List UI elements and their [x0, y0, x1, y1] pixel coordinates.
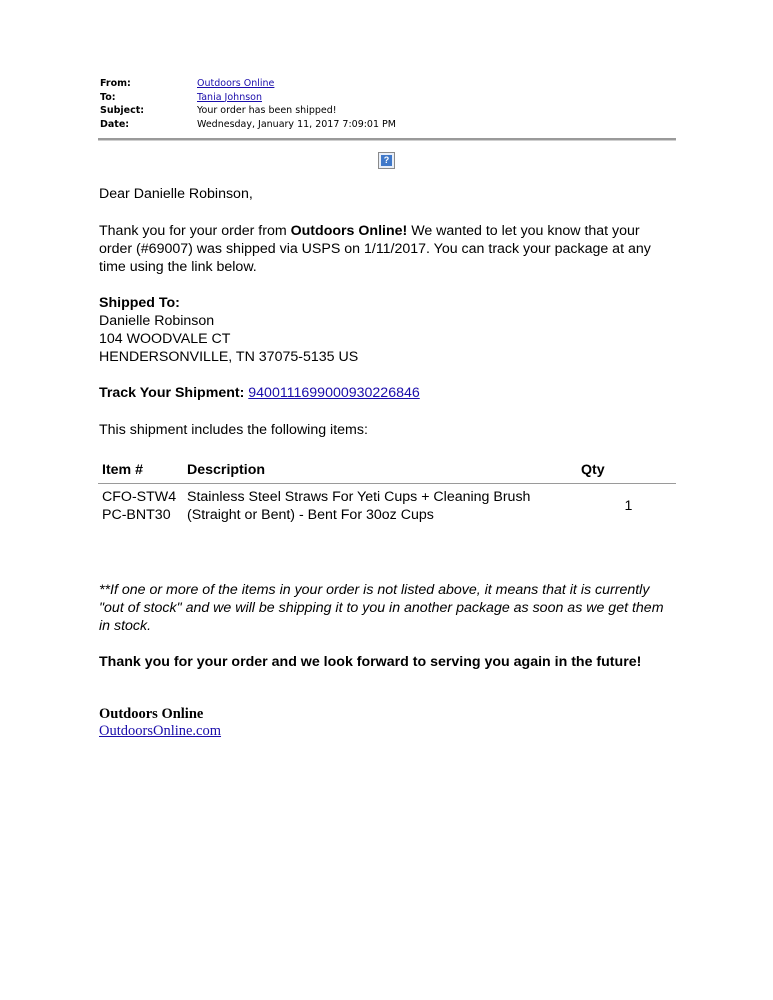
from-link[interactable]: Outdoors Online — [197, 78, 275, 89]
signature-site-link[interactable]: OutdoorsOnline.com — [99, 723, 222, 739]
table-row — [98, 484, 676, 529]
date-label: Date: — [100, 118, 130, 130]
ship-city: HENDERSONVILLE, TN 37075-5135 US — [99, 349, 359, 365]
subject-label: Subject: — [100, 105, 145, 116]
to-link[interactable]: Tania Johnson — [197, 91, 262, 103]
tracking-number-link[interactable]: 9400111699000930226846 — [248, 385, 420, 401]
includes-text: This shipment includes the following items: — [99, 422, 368, 438]
date-row — [100, 118, 396, 132]
qty-cell: 1 — [624, 498, 633, 514]
image-placeholder-glyph: ? — [381, 155, 392, 166]
to-row — [100, 91, 396, 105]
description-column-header: Description — [183, 457, 581, 484]
shipped-to-label: Shipped To: — [99, 295, 180, 311]
item-column-header: Item # — [98, 457, 183, 484]
shipping-address — [99, 294, 358, 366]
subject-row — [100, 104, 396, 118]
from-label: From: — [100, 78, 131, 89]
signature-name: Outdoors Online — [99, 706, 204, 722]
stock-note: **If one or more of the items in your order is not listed above, it means that it is currently "out of stock" and we will be shipping it to you in another package as soon as we get them in stock. — [99, 582, 664, 634]
intro-store-name: Outdoors Online! — [290, 223, 408, 239]
item-number-cell: CFO-STW4PC-BNT30 — [102, 489, 177, 523]
header-divider — [98, 138, 676, 141]
signature — [99, 706, 221, 740]
track-label: Track Your Shipment: — [99, 385, 245, 401]
intro-post: We wanted to let you know that your order (#69007) was shipped via USPS on 1/11/2017. You can track your package at any time using the link below. — [99, 223, 651, 275]
items-header-row — [98, 457, 676, 484]
date-value: Wednesday, January 11, 2017 7:09:01 PM — [197, 118, 396, 130]
to-label: To: — [100, 91, 116, 103]
qty-column-header: Qty — [581, 457, 676, 484]
greeting: Dear Danielle Robinson, — [99, 186, 253, 202]
intro-pre: Thank you for your order from — [99, 223, 291, 239]
tracking-line — [99, 384, 420, 402]
subject-value: Your order has been shipped! — [197, 105, 337, 116]
email-header — [100, 77, 396, 131]
missing-image-icon[interactable] — [378, 152, 395, 169]
description-cell: Stainless Steel Straws For Yeti Cups + Cleaning Brush (Straight or Bent) - Bent For 30oz Cups — [187, 489, 531, 523]
from-row — [100, 77, 396, 91]
thank-you-message: Thank you for your order and we look forward to serving you again in the future! — [99, 654, 642, 670]
ship-name: Danielle Robinson — [99, 313, 215, 329]
ship-street: 104 WOODVALE CT — [99, 331, 231, 347]
intro-paragraph — [99, 222, 659, 276]
items-table — [98, 457, 676, 528]
